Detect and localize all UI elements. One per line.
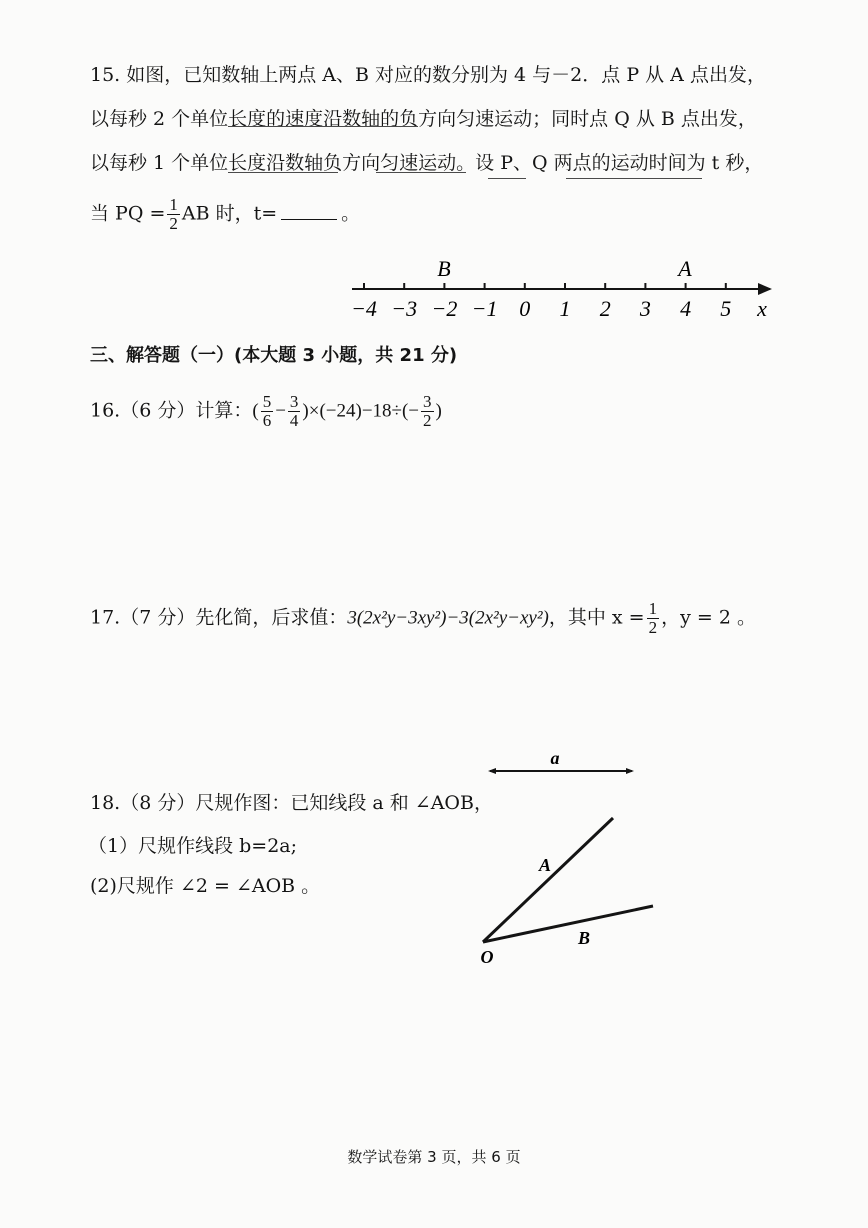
pen-underline-3 bbox=[376, 172, 466, 173]
segment-a-left-arrow-icon bbox=[488, 768, 496, 774]
q16-fraction-1-denominator: 6 bbox=[262, 411, 272, 430]
pen-underline-2 bbox=[228, 172, 338, 173]
number-line-point-b: B bbox=[437, 256, 451, 281]
number-line-tick-label: −3 bbox=[391, 296, 418, 321]
number-line-point-a: A bbox=[678, 256, 692, 281]
q18-line-2: （1）尺规作线段 b=2a; bbox=[88, 835, 298, 857]
q16-fraction-2-denominator: 4 bbox=[289, 411, 299, 430]
q18-figure bbox=[0, 740, 868, 980]
number-line-tick-label: 5 bbox=[720, 296, 732, 321]
ray-oa bbox=[483, 818, 613, 942]
q15-period: 。 bbox=[341, 202, 361, 225]
number-line-tick-label: 1 bbox=[559, 296, 571, 321]
q16-middle-expression: )×(−24)−18÷(− bbox=[302, 400, 420, 422]
q17-fraction-numerator: 1 bbox=[648, 599, 658, 618]
q15-line-1: 15. 如图，已知数轴上两点 A、B 对应的数分别为 4 与－2．点 P 从 A 点出发， bbox=[90, 64, 766, 86]
pen-underline-5 bbox=[566, 178, 702, 179]
number-line bbox=[0, 252, 868, 332]
q17-condition-end: ，y = 2 。 bbox=[661, 606, 756, 629]
number-line-tick-label: 4 bbox=[680, 296, 692, 321]
q16-fraction-1-numerator: 5 bbox=[262, 392, 272, 411]
number-line-tick-label: −2 bbox=[431, 296, 458, 321]
q17-fraction bbox=[647, 600, 660, 637]
page-footer: 数学试卷第 3 页，共 6 页 bbox=[347, 1148, 521, 1166]
q17-line bbox=[90, 600, 756, 637]
q16-fraction-1 bbox=[261, 393, 274, 430]
q16-prefix: 16.（6 分）计算： bbox=[90, 399, 253, 422]
q16-open-paren: ( bbox=[252, 400, 259, 422]
angle-label-o: O bbox=[480, 947, 494, 967]
q16-fraction-2 bbox=[288, 393, 301, 430]
q18-line-3: (2)尺规作 ∠2 = ∠AOB 。 bbox=[90, 875, 321, 897]
section-3-title: 三、解答题（一）(本大题 3 小题，共 21 分) bbox=[90, 345, 458, 366]
q16-close-paren: ) bbox=[435, 400, 442, 422]
number-line-tick-label: 3 bbox=[639, 296, 651, 321]
q17-condition: ，其中 x = bbox=[548, 606, 645, 629]
angle-label-b: B bbox=[577, 928, 591, 948]
q15-fraction-denominator: 2 bbox=[169, 214, 178, 233]
q15-line-3: 以每秒 1 个单位长度沿数轴负方向匀速运动。设 P、Q 两点的运动时间为 t 秒， bbox=[90, 152, 764, 174]
q16-fraction-3 bbox=[421, 393, 434, 430]
q16-fraction-3-numerator: 3 bbox=[423, 392, 432, 411]
q17-fraction-denominator: 2 bbox=[648, 618, 658, 637]
segment-a-right-arrow-icon bbox=[626, 768, 634, 774]
ray-ob bbox=[483, 906, 653, 942]
q15-line-4 bbox=[90, 196, 360, 233]
q16-minus: − bbox=[275, 400, 286, 422]
number-line-axis-label: x bbox=[757, 296, 767, 321]
q15-line-2: 以每秒 2 个单位长度的速度沿数轴的负方向匀速运动；同时点 Q 从 B 点出发， bbox=[90, 108, 757, 130]
q18-line-1: 18.（8 分）尺规作图：已知线段 a 和 ∠AOB， bbox=[90, 792, 493, 814]
q16-fraction-3-denominator: 2 bbox=[423, 411, 432, 430]
number-line-tick-label: 2 bbox=[599, 296, 611, 321]
pen-underline-4 bbox=[488, 178, 526, 179]
q15-condition-text: AB 时，t= bbox=[181, 202, 278, 225]
q15-condition-prefix: 当 PQ = bbox=[90, 202, 166, 225]
number-line-tick-label: 0 bbox=[519, 296, 531, 321]
q15-fraction-numerator: 1 bbox=[169, 195, 178, 214]
pen-underline-1 bbox=[228, 126, 418, 127]
q17-expression: 3(2x²y−3xy²)−3(2x²y−xy²) bbox=[347, 607, 549, 629]
q17-prefix: 17.（7 分）先化简，后求值： bbox=[90, 606, 348, 629]
q16-fraction-2-numerator: 3 bbox=[289, 392, 299, 411]
q15-fraction bbox=[167, 196, 180, 233]
number-line-arrow-icon bbox=[758, 283, 772, 295]
segment-a-label: a bbox=[550, 748, 560, 768]
number-line-tick-label: −1 bbox=[471, 296, 498, 321]
q16-line bbox=[90, 393, 442, 430]
angle-label-a: A bbox=[538, 855, 552, 875]
number-line-tick-label: −4 bbox=[351, 296, 377, 321]
q15-answer-blank[interactable] bbox=[281, 199, 337, 220]
